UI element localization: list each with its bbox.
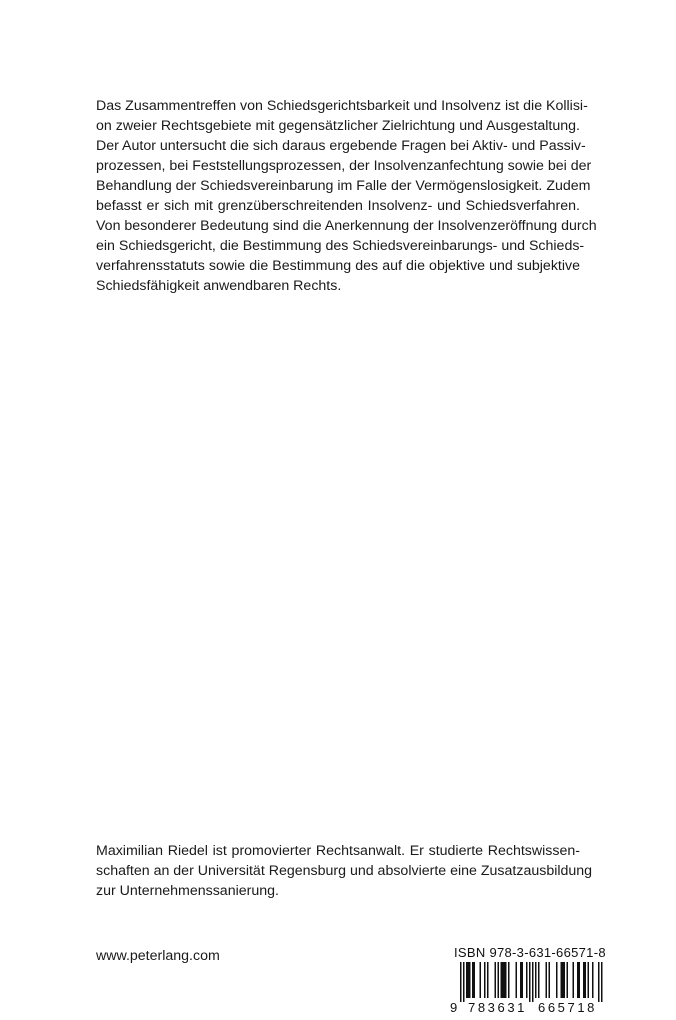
barcode-bar [474,962,476,998]
book-description [96,96,597,296]
barcode-bar [468,962,470,998]
author-bio-line: Maximilian Riedel ist promovierter Rechtsanwalt. Er studierte Rechtswissen- [96,843,580,859]
description-line: verfahrensstatuts sowie die Bestimmung des auf die objektive und subjektive [96,258,580,274]
barcode-bar [495,962,497,998]
barcode-bar [592,962,594,998]
barcode-bar [573,962,575,998]
barcode-bar [598,962,600,1002]
barcode-bar [577,962,579,998]
author-bio [96,841,593,901]
barcode-bar [469,962,471,998]
barcode-bar [463,962,465,1002]
barcode-bar [505,962,507,998]
description-line: Behandlung der Schiedsvereinbarung im Falle der Vermögenslosigkeit. Zudem [96,178,591,194]
barcode-bar [585,962,587,998]
barcode-bar [549,962,551,998]
description-line: prozessen, bei Feststellungsprozessen, der Insolvenzanfechtung sowie bei der [96,158,592,174]
publisher-website[interactable]: www.peterlang.com [96,948,220,964]
barcode-bar [538,962,540,998]
isbn-label: ISBN 978-3-631-66571-8 [454,945,606,960]
description-line: on zweier Rechtsgebiete mit gegensätzlicher Zielrichtung und Ausgestaltung. [96,118,580,134]
isbn-barcode [448,942,611,1018]
barcode-bar [502,962,504,998]
barcode-bar [501,962,503,998]
barcode-bar [529,962,531,1002]
description-line: befasst er sich mit grenzüberschreitenden Insolvenz- und Schiedsverfahren. [96,198,580,214]
barcode-bar [535,962,537,998]
barcode-bar [526,962,528,998]
barcode-bar [583,962,585,998]
author-bio-line: schaften an der Universität Regensburg und absolvierte eine Zusatzausbildung [96,863,593,879]
description-line: Schiedsfähigkeit anwendbaren Rechts. [96,278,342,294]
barcode-bar [579,962,581,998]
barcode-bar [556,962,558,998]
barcode-bar [466,962,468,998]
barcode-bar [520,962,522,998]
barcode-bar [564,962,566,998]
barcode-bar [472,962,474,998]
barcode-bar [601,962,603,1002]
barcode-bar [567,962,569,998]
author-bio-line: zur Unternehmenssanierung. [96,883,279,899]
barcode-bar [498,962,500,998]
barcode-bar [532,962,534,1002]
description-line: Der Autor untersucht die sich daraus ergebende Fragen bei Aktiv- und Passiv- [96,138,586,154]
barcode-bar [480,962,482,998]
barcode-icon [448,962,611,1002]
barcode-left-group: 783631 [468,1000,527,1015]
barcode-bar [508,962,510,998]
barcode-bar [562,962,564,998]
barcode-bar [460,962,462,1002]
barcode-right-group: 665718 [538,1000,597,1015]
barcode-bar [561,962,563,998]
description-line: Das Zusammentreffen von Schiedsgerichtsbarkeit und Insolvenz ist die Kollisi- [96,98,588,114]
description-line: Von besonderer Bedeutung sind die Anerkennung der Insolvenzeröffnung durch [96,218,597,234]
barcode-bar [484,962,486,998]
barcode-bar [487,962,489,998]
barcode-bar [522,962,524,998]
barcode-bar [588,962,590,998]
barcode-bar [516,962,518,998]
barcode-first-digit: 9 [450,1000,458,1015]
description-line: ein Schiedsgericht, die Bestimmung des Schiedsvereinbarungs- und Schieds- [96,238,585,254]
barcode-bar [504,962,506,998]
barcode-bar [546,962,548,998]
